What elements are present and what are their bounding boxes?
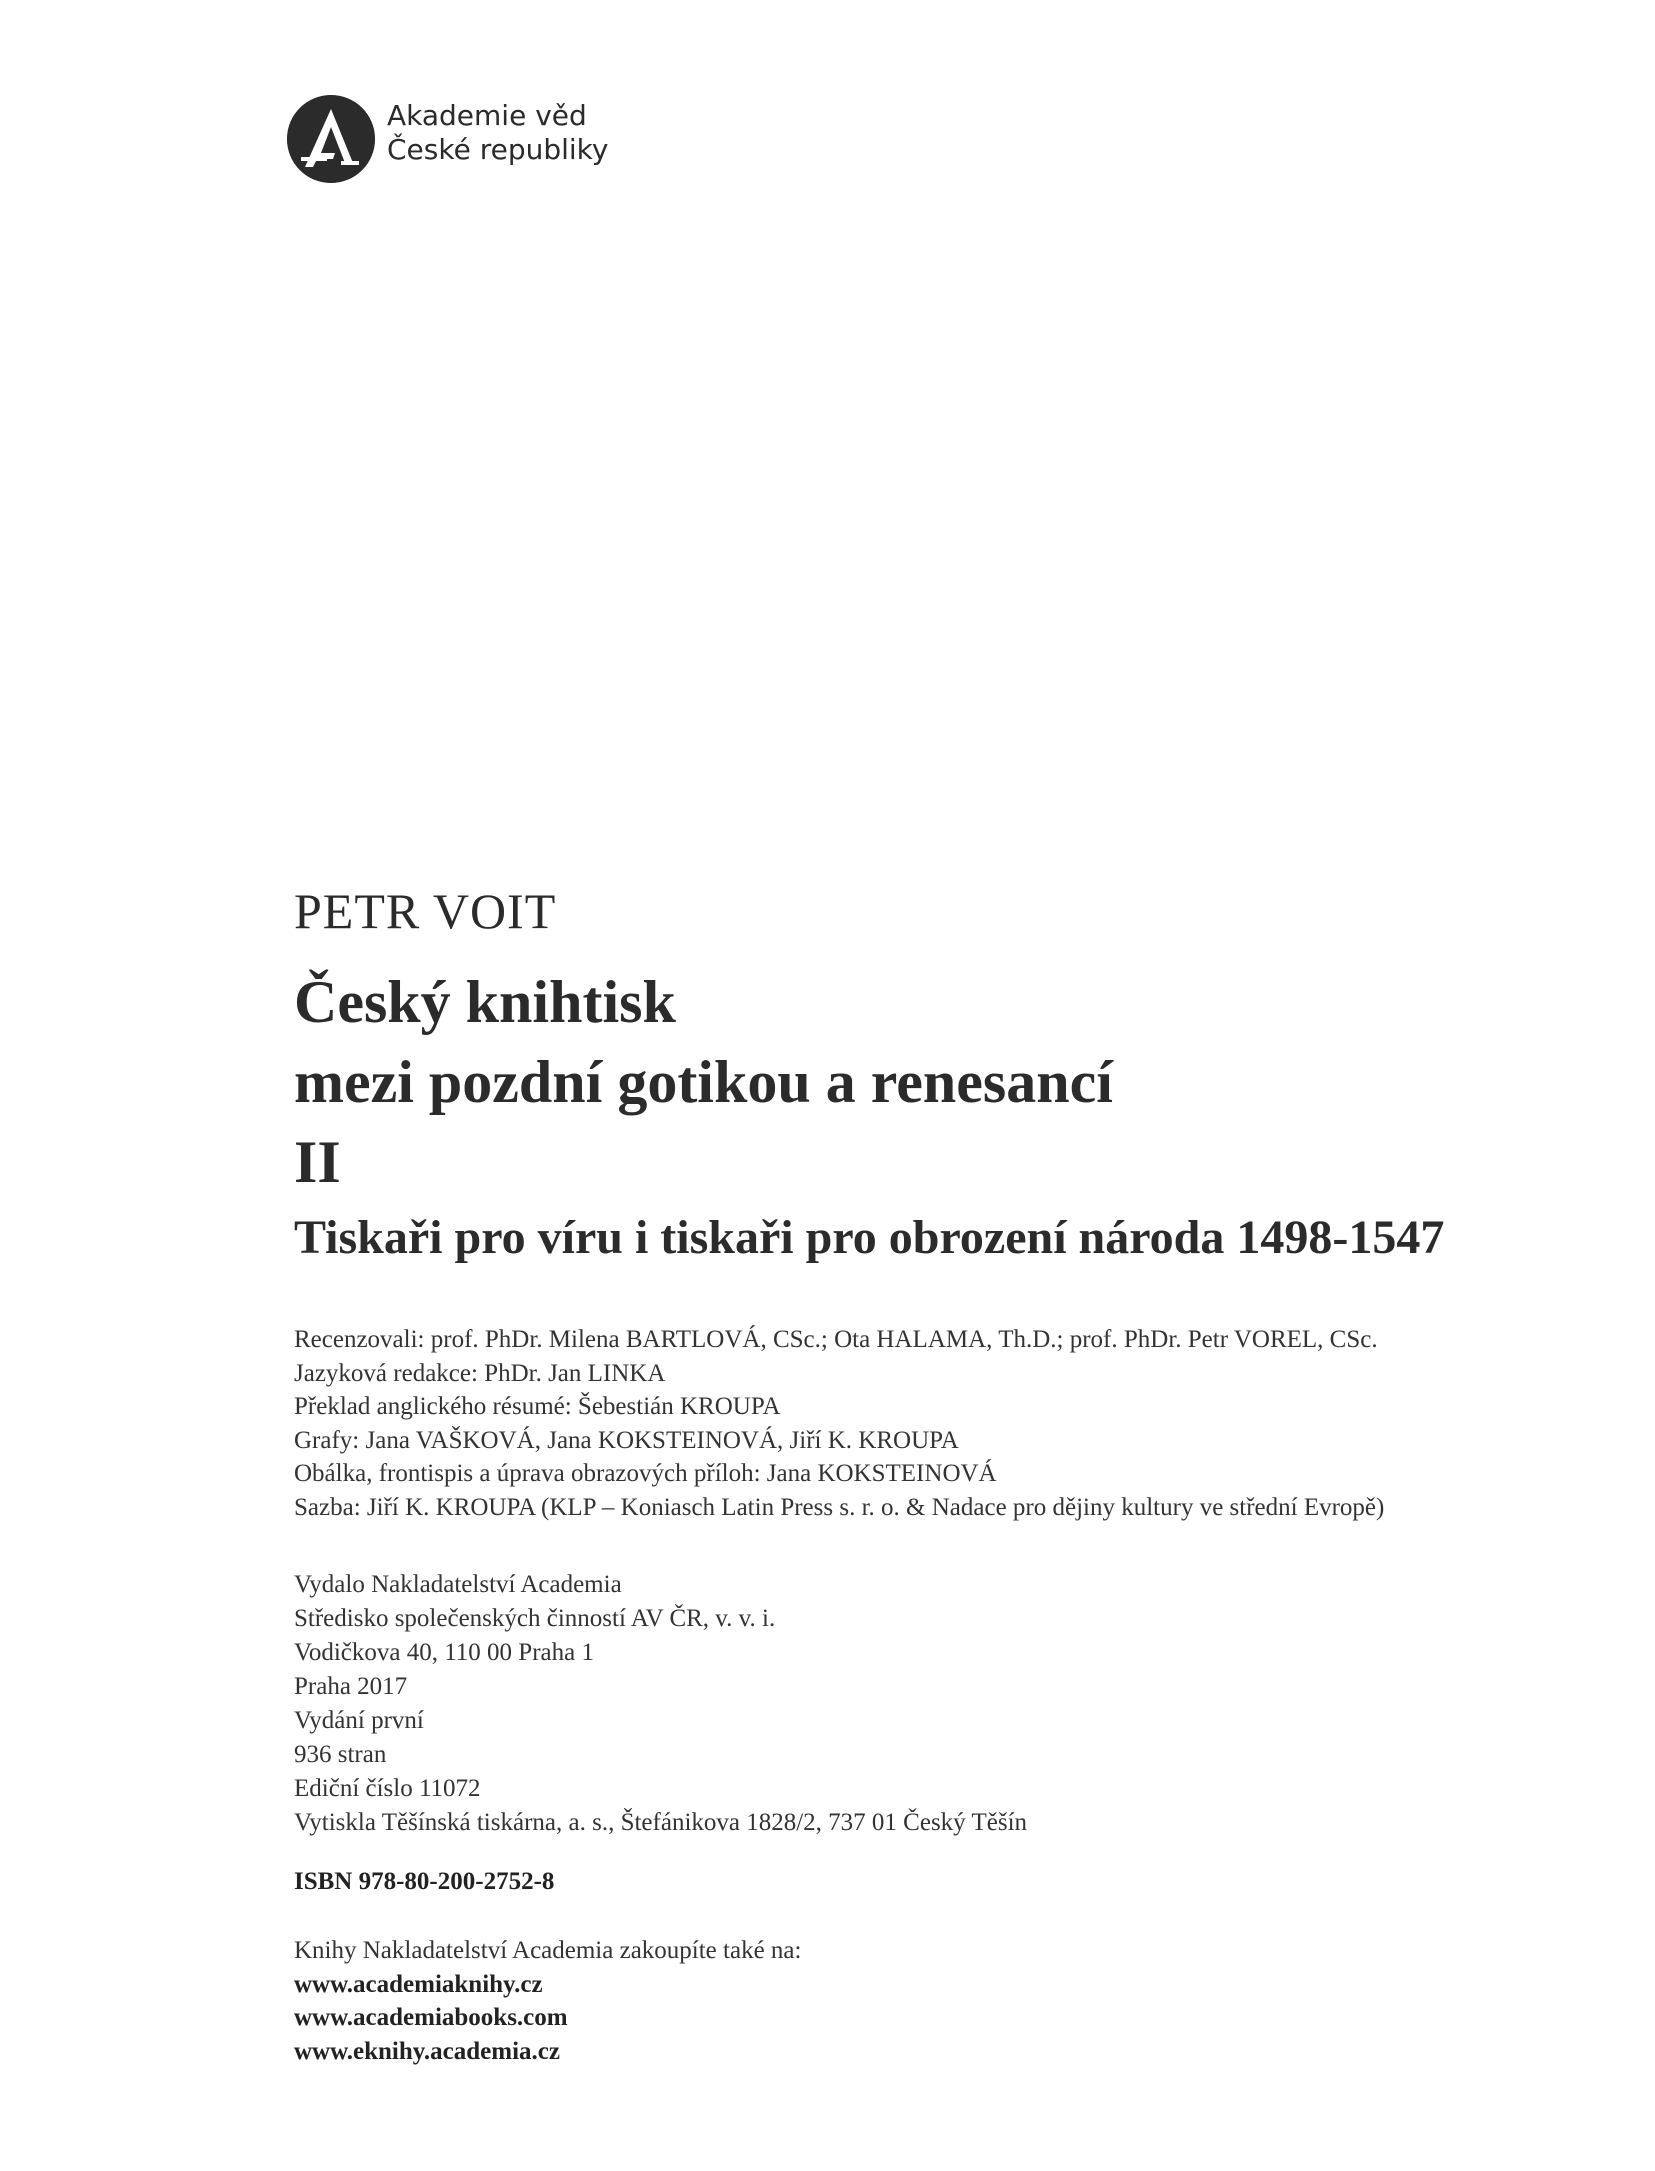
shop-block xyxy=(294,1934,801,2068)
book-subtitle: Tiskaři pro víru i tiskaři pro obrození národa 1498-1547 xyxy=(294,1211,1445,1264)
credit-line: Překlad anglického résumé: Šebestián KROUPA xyxy=(294,1393,781,1420)
imprint-line: 936 stran xyxy=(294,1741,387,1768)
isbn: ISBN 978-80-200-2752-8 xyxy=(294,1868,555,1895)
credit-line: Recenzovali: prof. PhDr. Milena BARTLOVÁ, CSc.; Ota HALAMA, Th.D.; prof. PhDr. Petr VOREL, CSc. xyxy=(294,1326,1378,1353)
imprint-line: Praha 2017 xyxy=(294,1673,408,1700)
publisher-logo-line2: České republiky xyxy=(387,133,609,166)
shop-intro: Knihy Nakladatelství Academia zakoupíte také na: xyxy=(294,1937,802,1964)
title-line-1: Český knihtisk xyxy=(294,969,676,1035)
credits-block xyxy=(294,1323,1384,1524)
shop-link[interactable]: www.academiabooks.com xyxy=(294,2004,568,2031)
imprint-line: Ediční číslo 11072 xyxy=(294,1775,481,1802)
imprint-line: Vodičkova 40, 110 00 Praha 1 xyxy=(294,1639,594,1666)
publisher-logo-line1: Akademie věd xyxy=(387,99,587,132)
credit-line: Obálka, frontispis a úprava obrazových příloh: Jana KOKSTEINOVÁ xyxy=(294,1460,997,1487)
author-name: PETR VOIT xyxy=(294,883,557,939)
publisher-logo-text xyxy=(387,99,608,167)
credit-line: Grafy: Jana VAŠKOVÁ, Jana KOKSTEINOVÁ, Jiří K. KROUPA xyxy=(294,1426,959,1454)
imprint-line: Středisko společenských činností AV ČR, v. v. i. xyxy=(294,1605,776,1632)
imprint-line: Vydání první xyxy=(294,1707,424,1734)
imprint-block xyxy=(294,1568,1027,1840)
credit-line: Jazyková redakce: PhDr. Jan LINKA xyxy=(294,1359,666,1387)
imprint-line: Vydalo Nakladatelství Academia xyxy=(294,1571,622,1598)
academy-logo-icon xyxy=(287,95,375,183)
credit-line: Sazba: Jiří K. KROUPA (KLP – Koniasch Latin Press s. r. o. & Nadace pro dějiny kultury ve střední Evropě) xyxy=(294,1493,1385,1521)
shop-link[interactable]: www.eknihy.academia.cz xyxy=(294,2037,560,2065)
shop-link[interactable]: www.academiaknihy.cz xyxy=(294,1970,543,1998)
title-line-2: mezi pozdní gotikou a renesancí xyxy=(294,1049,1113,1115)
imprint-line: Vytiskla Těšínská tiskárna, a. s., Štefánikova 1828/2, 737 01 Český Těšín xyxy=(294,1809,1028,1836)
book-title xyxy=(294,962,1444,1274)
publisher-logo xyxy=(287,95,608,183)
volume-number: II xyxy=(294,1129,341,1195)
